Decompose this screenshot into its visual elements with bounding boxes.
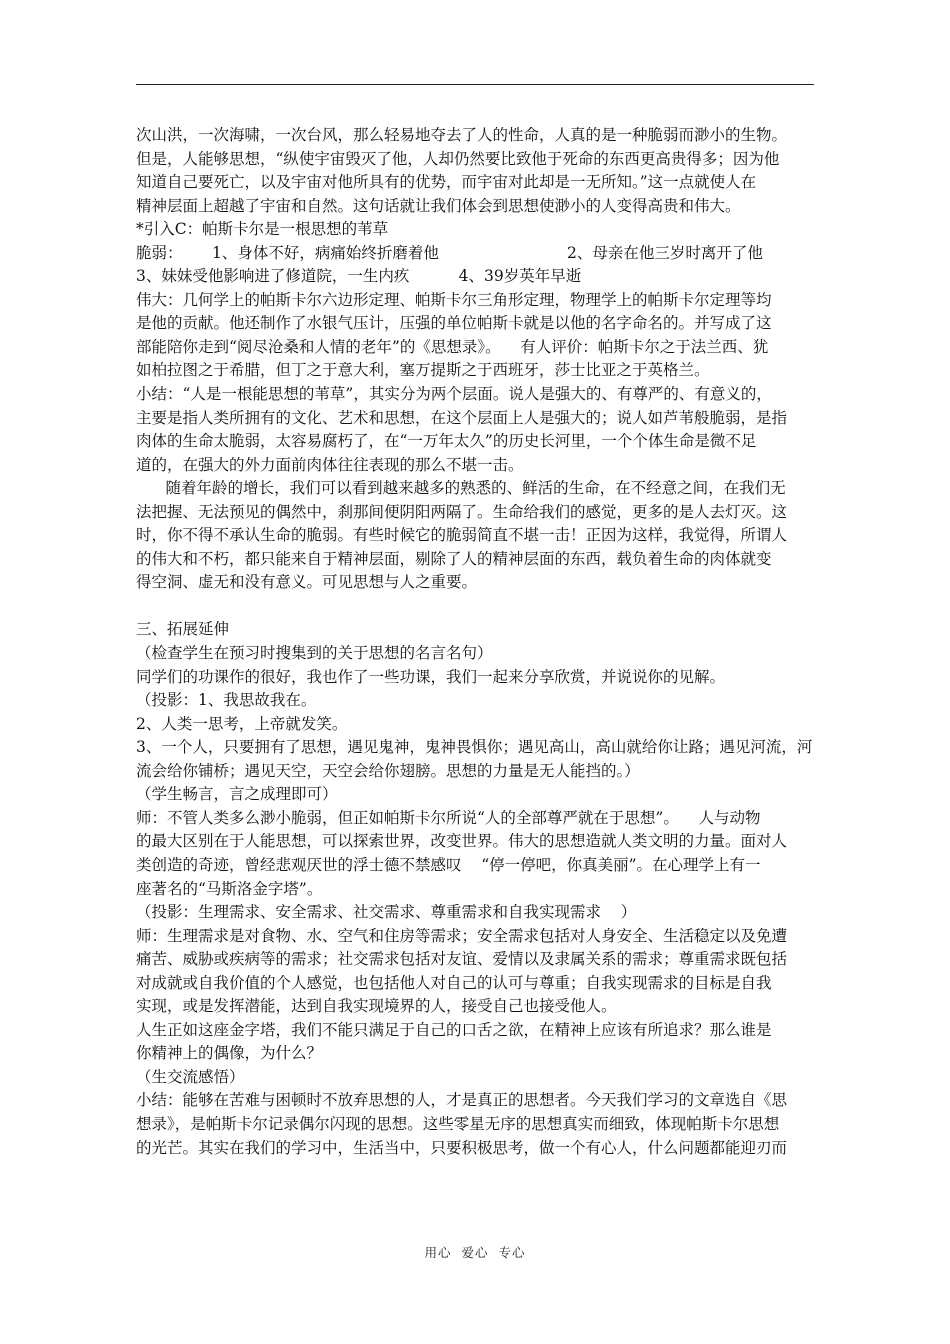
text-line: 流会给你铺桥；遇见天空，天空会给你翅膀。思想的力量是无人能挡的。） [136, 761, 640, 780]
text-line: 次山洪，一次海啸，一次台风，那么轻易地夺去了人的性命，人真的是一种脆弱而渺小的生物。 [136, 126, 788, 144]
text-line: 师：生理需求是对食物、水、空气和住房等需求；安全需求包括对人身安全、生活稳定以及免遭 [136, 926, 788, 945]
text-line: 人生正如这座金字塔，我们不能只满足于自己的口舌之欲，在精神上应该有所追求？那么谁是 [136, 1020, 772, 1039]
text-line: 如柏拉图之于希腊，但丁之于意大利，塞万提斯之于西班牙，莎士比亚之于英格兰。 [136, 361, 710, 380]
text-line: 小结：“人是一根能思想的苇草”，其实分为两个层面。说人是强大的、有尊严的、有意义的， [136, 385, 772, 404]
text-line: 部能陪你走到“阅尽沧桑和人情的老年”的《思想录》。 有人评价：帕斯卡尔之于法兰西、犹 [136, 337, 769, 356]
text-line: 同学们的功课作的很好，我也作了一些功课，我们一起来分享欣赏，并说说你的见解。 [136, 667, 726, 686]
text-line: 主要是指人类所拥有的文化、艺术和思想，在这个层面上人是强大的；说人如芦苇般脆弱，是指 [136, 408, 788, 427]
text-line: 是他的贡献。他还制作了水银气压计，压强的单位帕斯卡就是以他的名字命名的。并写成了这 [136, 314, 772, 333]
text-line: 知道自己要死亡，以及宇宙对他所具有的优势，而宇宙对此却是一无所知。”这一点就使人在 [136, 173, 757, 192]
text-line: *引入C：帕斯卡尔是一根思想的苇草 [136, 220, 389, 239]
header-rule [136, 84, 814, 85]
text-line: 道的，在强大的外力面前肉体往往表现的那么不堪一击。 [136, 455, 524, 474]
text-line: （检查学生在预习时搜集到的关于思想的名言名句） [136, 644, 493, 663]
text-line: 随着年龄的增长，我们可以看到越来越多的熟悉的、鲜活的生命，在不经意之间，在我们无 [136, 479, 786, 498]
text-line: 精神层面上超越了宇宙和自然。这句话就让我们体会到思想使渺小的人变得高贵和伟大。 [136, 196, 741, 215]
text-line: 的光芒。其实在我们的学习中，生活当中，只要积极思考，做一个有心人，什么问题都能迎刃而 [136, 1138, 788, 1157]
text-line: 法把握、无法预见的偶然中，刹那间便阴阳两隔了。生命给我们的感觉，更多的是人去灯灭。这 [136, 502, 788, 521]
text-line: 伟大：几何学上的帕斯卡尔六边形定理、帕斯卡尔三角形定理，物理学上的帕斯卡尔定理等均 [136, 290, 772, 309]
text-line: 3、妹妹受他影响进了修道院，一生内疚 4、39岁英年早逝 [136, 267, 582, 286]
text-line: 时，你不得不承认生命的脆弱。有些时候它的脆弱简直不堪一击！正因为这样，我觉得，所谓人 [136, 526, 788, 545]
text-line: 但是，人能够思想，“纵使宇宙毁灭了他，人却仍然要比致他于死命的东西更高贵得多；因为他 [136, 149, 780, 168]
text-line: 痛苦、威胁或疾病等的需求；社交需求包括对友谊、爱情以及隶属关系的需求；尊重需求既包括 [136, 950, 788, 969]
document-body [136, 124, 816, 1160]
text-line: 师：不管人类多么渺小脆弱，但正如帕斯卡尔所说“人的全部尊严就在于思想”。 人与动物 [136, 808, 761, 827]
text-line: 的伟大和不朽，都只能来自于精神层面，剔除了人的精神层面的东西，载负着生命的肉体就变 [136, 549, 772, 568]
page-footer: 用心 爱心 专心 [424, 1245, 526, 1260]
text-line: 3、一个人，只要拥有了思想，遇见鬼神，鬼神畏惧你；遇见高山，高山就给你让路；遇见河流，河 [136, 738, 813, 757]
text-line: （投影：1、我思故我在。 [136, 691, 317, 710]
text-line: 2、人类一思考，上帝就发笑。 [136, 714, 348, 733]
text-line: 实现，或是发挥潜能，达到自我实现境界的人，接受自己也接受他人。 [136, 997, 617, 1016]
text-line: 类创造的奇迹，曾经悲观厌世的浮士德不禁感叹 “停一停吧，你真美丽”。在心理学上有一 [136, 855, 761, 874]
text-line: 小结：能够在苦难与困顿时不放弃思想的人，才是真正的思想者。今天我们学习的文章选自《思 [136, 1091, 788, 1110]
text-line: 想录》，是帕斯卡尔记录偶尔闪现的思想。这些零星无序的思想真实而细致，体现帕斯卡尔思想 [136, 1114, 780, 1133]
text-line: 脆弱： 1、身体不好，病痛始终折磨着他 2、母亲在他三岁时离开了他 [136, 243, 763, 262]
text-line: 得空洞、虚无和没有意义。可见思想与人之重要。 [136, 573, 478, 592]
text-line: 的最大区别在于人能思想，可以探索世界，改变世界。伟大的思想造就人类文明的力量。面对人 [136, 832, 788, 851]
text-line: （生交流感悟） [136, 1067, 245, 1086]
blank-line [136, 595, 816, 619]
text-line: 三、拓展延伸 [136, 620, 230, 639]
text-line: 你精神上的偶像，为什么？ [136, 1044, 323, 1063]
text-line: （投影：生理需求、安全需求、社交需求、尊重需求和自我实现需求 ） [136, 903, 637, 922]
text-line: 肉体的生命太脆弱，太容易腐朽了，在“一万年太久”的历史长河里，一个个体生命是微不足 [136, 432, 757, 451]
text-line: 对成就或自我价值的个人感觉，也包括他人对自己的认可与尊重；自我实现需求的目标是自我 [136, 973, 772, 992]
text-line: （学生畅言，言之成理即可） [136, 785, 338, 804]
text-line: 座著名的“马斯洛金字塔”。 [136, 879, 323, 898]
